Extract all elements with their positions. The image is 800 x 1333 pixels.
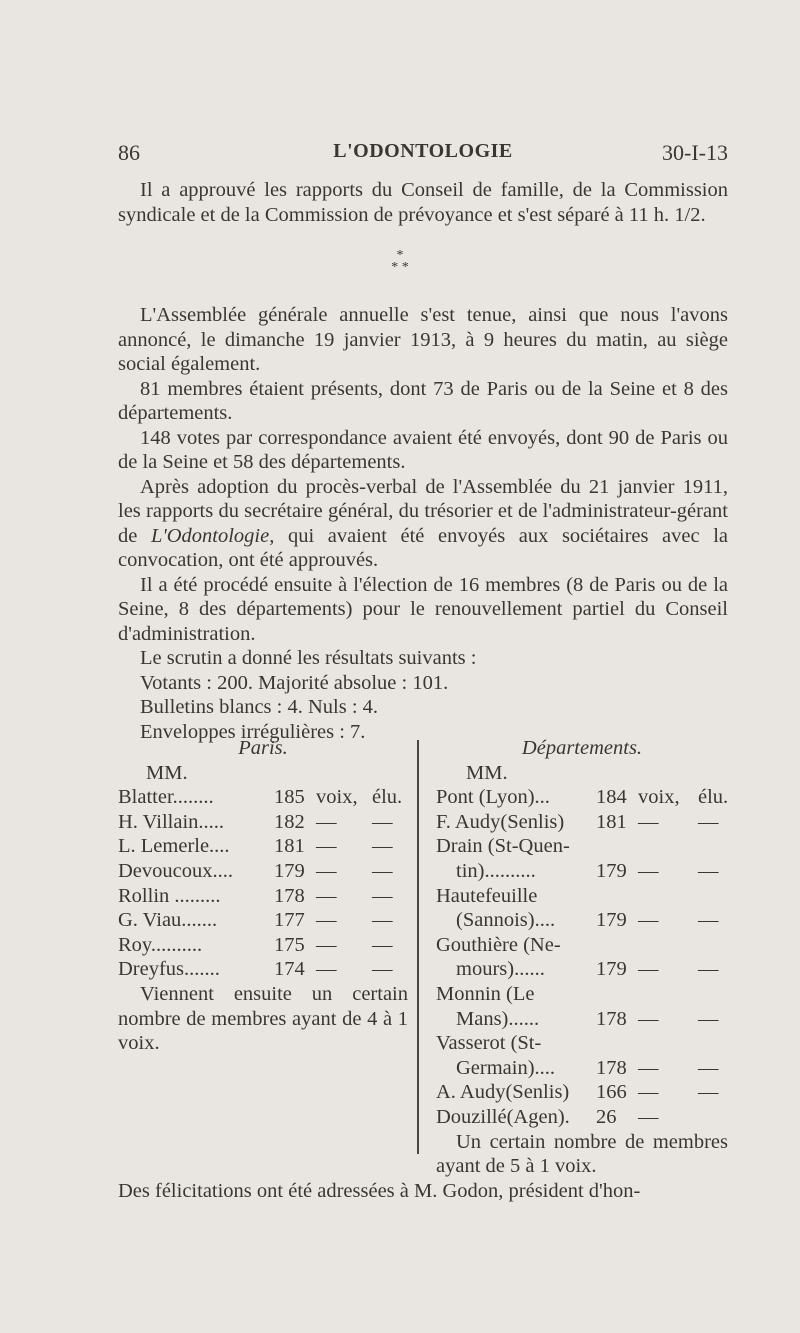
vote-count: 179 [596, 909, 627, 932]
candidate-name: tin).......... [456, 859, 536, 882]
result-row [436, 859, 728, 884]
vote-count: 182 [274, 810, 305, 833]
result-row [118, 908, 408, 933]
paragraph: Le scrutin a donné les résultats suivants : [140, 647, 477, 669]
mm-label: MM. [146, 761, 188, 784]
vote-count: 177 [274, 909, 305, 932]
result-row [436, 1031, 728, 1056]
elected-mark: — [698, 859, 719, 882]
result-row [118, 933, 408, 958]
elected-mark: élu. [698, 786, 729, 809]
vote-count: 179 [596, 859, 627, 882]
paragraph: Bulletins blancs : 4. Nuls : 4. [140, 696, 379, 718]
ditto-mark: — [316, 933, 337, 956]
candidate-name: Gouthière (Ne- [436, 933, 561, 956]
text-run: Après adoption du procès-verbal de l'Assemblée du 21 janvier 1911, les rapports du secrétaire général, du trésorier et de l'administrateur-gérant de [118, 475, 728, 547]
paragraph: Il a approuvé les rapports du Conseil de famille, de la Commission syndicale et de la Commission de prévoyance et s'est séparé à 11 h. 1/2. [118, 179, 728, 226]
result-row [436, 1056, 728, 1081]
elected-mark: — [698, 958, 719, 981]
ditto-mark: voix, [638, 786, 680, 809]
ditto-mark: — [638, 1007, 659, 1030]
paragraph: 148 votes par correspondance avaient été envoyés, dont 90 de Paris ou de la Seine et 58 des départements. [118, 426, 728, 473]
ditto-mark: — [638, 909, 659, 932]
vote-count: 175 [274, 933, 305, 956]
paragraph-footer [118, 1180, 728, 1203]
paragraph: Il a été procédé ensuite à l'élection de 16 membres (8 de Paris ou de la Seine, 8 des départements) pour le renouvellement partiel du Conseil d'administration. [118, 573, 728, 645]
ditto-mark: voix, [316, 786, 358, 809]
elected-mark: — [372, 810, 393, 833]
ditto-mark: — [638, 1105, 659, 1128]
paris-rows [118, 785, 408, 982]
vote-count: 174 [274, 958, 305, 981]
ditto-mark: — [638, 958, 659, 981]
vote-count: 185 [274, 786, 305, 809]
result-row [436, 933, 728, 958]
issue-date: 30-I-13 [662, 140, 728, 165]
vote-count: 166 [596, 1081, 627, 1104]
paragraph: Des félicitations ont été adressées à M. Godon, président d'hon- [118, 1180, 641, 1202]
column-heading: Départements. [521, 737, 643, 759]
paragraph [118, 475, 728, 573]
candidate-name: Douzillé(Agen). [436, 1105, 570, 1128]
asterism: * * * [391, 248, 409, 275]
vote-count: 184 [596, 786, 627, 809]
journal-name: L'Odontologie, [150, 524, 275, 547]
mm-label: MM. [466, 761, 508, 784]
elected-mark: élu. [372, 786, 403, 809]
vote-count: 178 [596, 1007, 627, 1030]
column-divider [417, 740, 419, 1154]
result-row [436, 884, 728, 909]
ditto-mark: — [316, 958, 337, 981]
paragraph-intro [118, 178, 728, 227]
candidate-name: Rollin ......... [118, 884, 221, 907]
ditto-mark: — [316, 884, 337, 907]
candidate-name: Roy.......... [118, 933, 203, 956]
departements-rows [436, 785, 728, 1129]
candidate-name: Hautefeuille [436, 884, 538, 907]
result-row [436, 1080, 728, 1105]
ditto-mark: — [316, 859, 337, 882]
elected-mark: — [372, 933, 393, 956]
candidate-name: Monnin (Le [436, 982, 535, 1005]
candidate-name: F. Audy(Senlis) [436, 810, 565, 833]
candidate-name: G. Viau....... [118, 909, 218, 932]
ditto-mark: — [316, 835, 337, 858]
candidate-name: (Sannois).... [456, 909, 556, 932]
elected-mark: — [372, 884, 393, 907]
candidate-name: L. Lemerle.... [118, 835, 230, 858]
candidate-name: Mans)...... [456, 1007, 540, 1030]
elected-mark: — [698, 810, 719, 833]
candidate-name: mours)...... [456, 958, 545, 981]
ditto-mark: — [316, 909, 337, 932]
candidate-name: A. Audy(Senlis) [436, 1081, 570, 1104]
result-row [436, 1007, 728, 1032]
result-row [118, 884, 408, 909]
result-row [436, 834, 728, 859]
result-row [436, 982, 728, 1007]
candidate-name: Germain).... [456, 1056, 556, 1079]
result-row [436, 785, 728, 810]
assembly-text [118, 303, 728, 744]
result-row [436, 957, 728, 982]
journal-title: L'ODONTOLOGIE [333, 140, 513, 162]
vote-count: 178 [274, 884, 305, 907]
elected-mark: — [698, 1056, 719, 1079]
candidate-name: Drain (St-Quen- [436, 835, 570, 858]
elected-mark: — [372, 859, 393, 882]
candidate-name: Devoucoux.... [118, 859, 234, 882]
paragraph: Enveloppes irrégulières : 7. [140, 720, 366, 743]
elected-mark: — [698, 1081, 719, 1104]
elected-mark: — [698, 1007, 719, 1030]
paragraph: L'Assemblée générale annuelle s'est tenue, ainsi que nous l'avons annoncé, le dimanche 19 janvier 1913, à 9 heures du matin, au siège social également. [118, 304, 728, 375]
result-row [436, 908, 728, 933]
candidate-name: Vasserot (St- [436, 1032, 542, 1055]
result-row [118, 859, 408, 884]
result-row [118, 957, 408, 982]
column-heading: Paris. [238, 737, 288, 759]
elected-mark: — [372, 909, 393, 932]
ditto-mark: — [316, 810, 337, 833]
candidate-name: Pont (Lyon)... [436, 786, 550, 809]
paris-note: Viennent ensuite un certain nombre de membres ayant de 4 à 1 voix. [118, 982, 408, 1055]
ditto-mark: — [638, 1081, 659, 1104]
paris-results [118, 736, 408, 1056]
candidate-name: Blatter........ [118, 786, 214, 809]
vote-count: 179 [274, 859, 305, 882]
elected-mark: — [372, 835, 393, 858]
result-row [436, 1105, 728, 1130]
ditto-mark: — [638, 859, 659, 882]
vote-count: 178 [596, 1056, 627, 1079]
text-run: qui avaient été envoyés aux sociétaires avec la convocation, ont été approuvés. [118, 524, 728, 571]
ditto-mark: — [638, 1056, 659, 1079]
result-row [118, 834, 408, 859]
paragraph: 81 membres étaient présents, dont 73 de Paris ou de la Seine et 8 des départements. [118, 377, 728, 424]
candidate-name: H. Villain..... [118, 810, 225, 833]
vote-count: 26 [596, 1105, 617, 1128]
paragraph: Votants : 200. Majorité absolue : 101. [140, 671, 449, 694]
result-row [118, 810, 408, 835]
elected-mark: — [698, 909, 719, 932]
page-number: 86 [118, 140, 140, 165]
running-header [118, 140, 728, 170]
vote-count: 181 [274, 835, 305, 858]
vote-count: 181 [596, 810, 627, 833]
result-row [436, 810, 728, 835]
vote-count: 179 [596, 958, 627, 981]
result-row [118, 785, 408, 810]
elected-mark: — [372, 958, 393, 981]
departements-note: Un certain nombre de membres ayant de 5 à 1 voix. [436, 1130, 728, 1178]
ditto-mark: — [638, 810, 659, 833]
candidate-name: Dreyfus....... [118, 958, 220, 981]
departements-results [436, 736, 728, 1179]
